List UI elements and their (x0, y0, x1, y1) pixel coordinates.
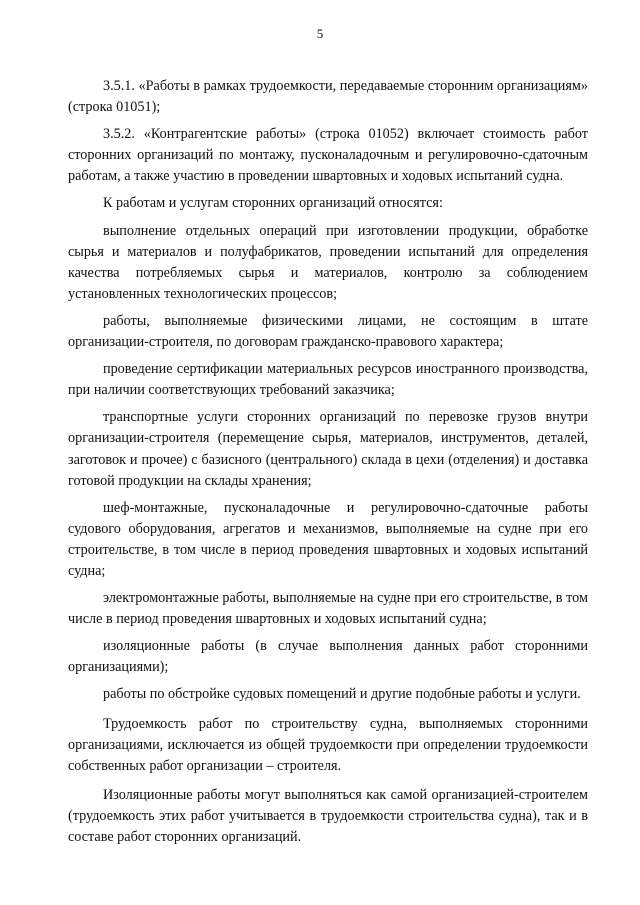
paragraph-labor-intensity: Трудоемкость работ по строительству судна, выполняемых сторонними организациями, исключается из общей трудоемкости при определении трудоемкости собственных работ организации – строителя. (68, 715, 588, 774)
list-item: работы, выполняемые физическими лицами, не состоящим в штате организации-строителя, по договорам гражданско-правового характера; (68, 312, 588, 351)
list-item: электромонтажные работы, выполняемые на судне при его строительстве, в том числе в период проведения швартовных и ходовых испытаний судна; (68, 590, 588, 628)
paragraph-3-5-1: 3.5.1. «Работы в рамках трудоемкости, передаваемые сторонним организациям» (строка 01051); (68, 78, 588, 116)
paragraph-list-intro: К работам и услугам сторонних организаций относятся: (103, 195, 443, 212)
list-item: выполнение отдельных операций при изготовлении продукции, обработке сырья и материалов и полуфабрикатов, проведении испытаний для определения качества потребляемых сырья и материалов, контролю за соблюдением установленных технологических процессов; (68, 222, 588, 302)
paragraph-insulation-works: Изоляционные работы могут выполняться как самой организацией-строителем (трудоемкость этих работ учитывается в трудоемкости строительства судна), так и в составе работ сторонних организаций. (68, 786, 588, 845)
list-item: проведение сертификации материальных ресурсов иностранного производства, при наличии соответствующих требований заказчика; (68, 361, 588, 399)
paragraph-3-5-2: 3.5.2. «Контрагентские работы» (строка 01052) включает стоимость работ сторонних организаций по монтажу, пусконаладочным и регулировочно-сдаточным работам, а также участию в проведении швартовных и ходовых испытаний судна. (68, 126, 588, 185)
list-item: работы по обстройке судовых помещений и другие подобные работы и услуги. (103, 686, 581, 703)
list-item: шеф-монтажные, пусконаладочные и регулировочно-сдаточные работы судового оборудования, агрегатов и механизмов, выполняемые на судне при его строительстве, в том числе в период проведения швартовных и ходовых испытаний судна; (68, 499, 588, 579)
list-item: транспортные услуги сторонних организаций по перевозке грузов внутри организации-строителя (перемещение сырья, материалов, инструментов, деталей, заготовок и прочее) с базисного (центрального) склада в цехи (отделения) и доставка готовой продукции на склады хранения; (68, 409, 588, 489)
page-number: 5 (316, 26, 324, 41)
document-body (68, 76, 588, 848)
list-item: изоляционные работы (в случае выполнения данных работ сторонними организациями); (68, 638, 588, 676)
